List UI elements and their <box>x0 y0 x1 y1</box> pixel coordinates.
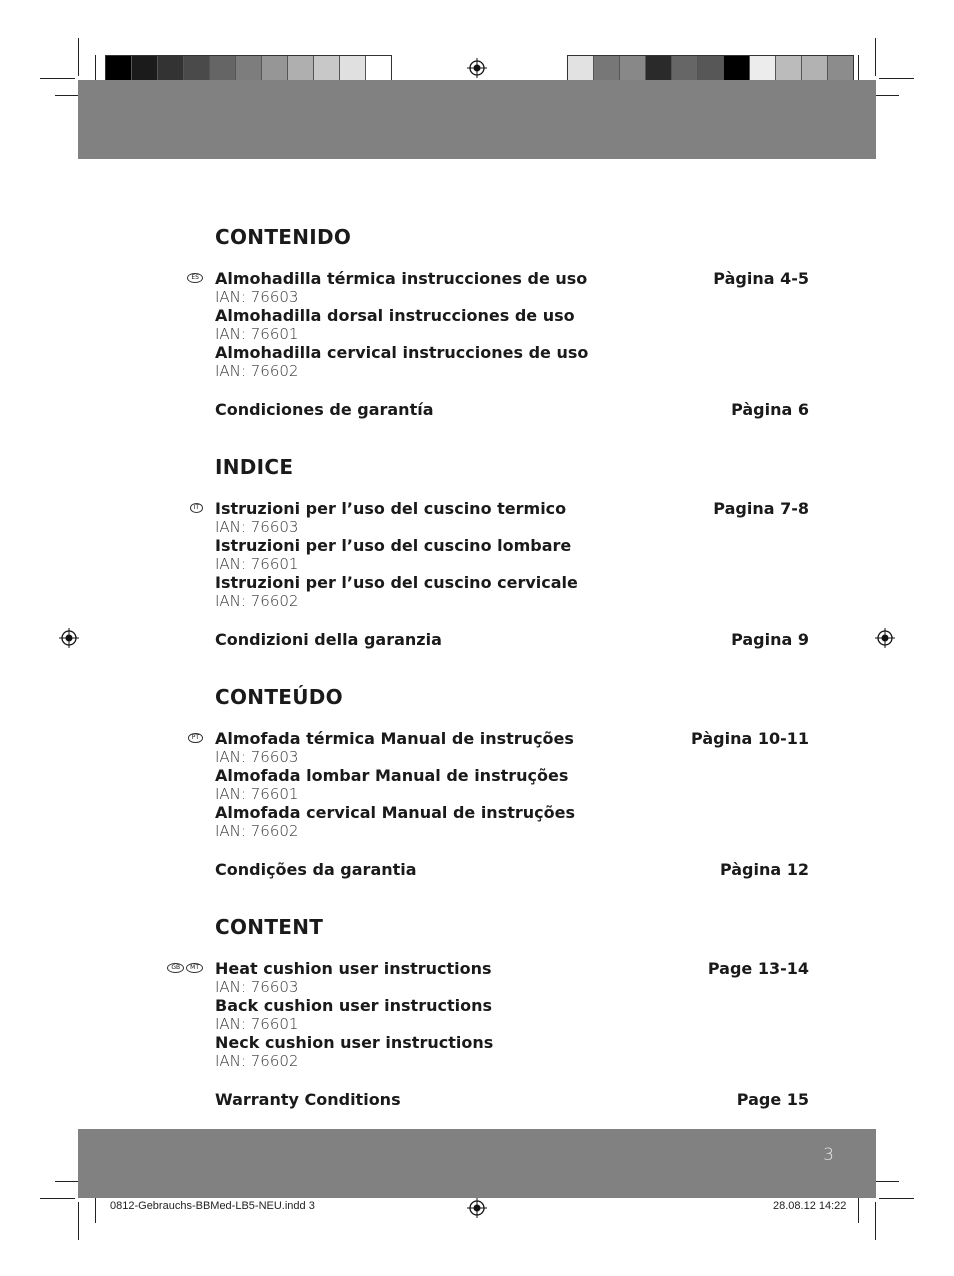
language-flags <box>167 963 203 973</box>
crop-mark <box>78 38 79 76</box>
entry-row <box>215 996 809 1015</box>
entry-ian: IAN: 76601 <box>215 785 299 803</box>
entry-list <box>193 499 809 649</box>
entry-ian: IAN: 76603 <box>215 288 299 306</box>
crop-mark <box>95 1198 96 1223</box>
header-band <box>78 80 876 159</box>
color-swatch <box>698 56 724 83</box>
entry-title[interactable]: Heat cushion user instructions <box>215 959 492 978</box>
color-swatch <box>802 56 828 83</box>
country-code-badge: MT <box>186 963 203 973</box>
color-swatch <box>288 56 314 83</box>
entry-title[interactable]: Istruzioni per l’uso del cuscino lombare <box>215 536 572 555</box>
entry-page[interactable]: Pàgina 4-5 <box>713 269 809 288</box>
toc-entry[interactable] <box>215 959 809 996</box>
entry-ian: IAN: 76602 <box>215 362 299 380</box>
warranty-title[interactable]: Warranty Conditions <box>215 1090 401 1109</box>
toc-entry[interactable] <box>215 803 809 840</box>
entry-title[interactable]: Almofada lombar Manual de instruções <box>215 766 569 785</box>
footer-filename: 0812-Gebrauchs-BBMed-LB5-NEU.indd 3 <box>110 1200 315 1212</box>
section-heading: INDICE <box>215 455 294 479</box>
crop-mark <box>55 1181 80 1182</box>
registration-mark-icon <box>875 628 895 648</box>
registration-mark-icon <box>467 58 487 78</box>
entry-row <box>215 536 809 555</box>
warranty-page[interactable]: Pagina 9 <box>731 630 809 649</box>
color-swatch <box>724 56 750 83</box>
toc-entry[interactable] <box>215 499 809 536</box>
country-code-badge: IT <box>190 503 203 513</box>
color-swatch <box>672 56 698 83</box>
entry-ian: IAN: 76601 <box>215 1015 299 1033</box>
entry-row <box>215 803 809 822</box>
entry-title[interactable]: Istruzioni per l’uso del cuscino cervicale <box>215 573 578 592</box>
color-swatch <box>236 56 262 83</box>
entry-title[interactable]: Almofada cervical Manual de instruções <box>215 803 575 822</box>
toc-entry[interactable] <box>215 269 809 306</box>
color-swatch <box>262 56 288 83</box>
table-of-contents <box>171 225 809 1109</box>
section-heading: CONTENIDO <box>215 225 352 249</box>
color-swatch <box>340 56 366 83</box>
toc-entry[interactable] <box>215 573 809 610</box>
color-swatch <box>594 56 620 83</box>
country-code-badge: PT <box>188 733 203 743</box>
toc-section <box>193 455 809 649</box>
warranty-title[interactable]: Condizioni della garanzia <box>215 630 442 649</box>
crop-mark <box>875 38 876 76</box>
color-swatch <box>158 56 184 83</box>
language-flags <box>190 503 203 513</box>
registration-mark-icon <box>467 1198 487 1218</box>
warranty-entry[interactable] <box>215 630 809 649</box>
entry-ian: IAN: 76601 <box>215 555 299 573</box>
entry-ian: IAN: 76602 <box>215 592 299 610</box>
color-swatch <box>106 56 132 83</box>
entry-title[interactable]: Almohadilla cervical instrucciones de uso <box>215 343 589 362</box>
entry-ian: IAN: 76603 <box>215 978 299 996</box>
crop-mark <box>874 1181 899 1182</box>
warranty-page[interactable]: Page 15 <box>736 1090 809 1109</box>
warranty-title[interactable]: Condições da garantia <box>215 860 417 879</box>
entry-row <box>215 766 809 785</box>
warranty-entry[interactable] <box>215 400 809 419</box>
entry-title[interactable]: Back cushion user instructions <box>215 996 492 1015</box>
entry-row <box>215 573 809 592</box>
toc-entry[interactable] <box>215 729 809 766</box>
toc-entry[interactable] <box>215 1033 809 1070</box>
color-swatch <box>366 56 391 83</box>
toc-entry[interactable] <box>215 766 809 803</box>
footer-band <box>78 1129 876 1198</box>
toc-entry[interactable] <box>215 536 809 573</box>
country-code-badge: ES <box>187 273 203 283</box>
crop-mark <box>875 1202 876 1240</box>
toc-section <box>191 685 809 879</box>
crop-mark <box>40 1198 75 1199</box>
entry-row <box>215 306 809 325</box>
entry-title[interactable]: Almohadilla térmica instrucciones de uso <box>215 269 588 288</box>
section-heading: CONTENT <box>215 915 324 939</box>
color-swatch <box>620 56 646 83</box>
crop-mark <box>879 78 914 79</box>
warranty-page[interactable]: Pàgina 12 <box>719 860 809 879</box>
toc-entry[interactable] <box>215 343 809 380</box>
entry-row <box>215 343 809 362</box>
entry-list <box>191 269 809 419</box>
color-swatch <box>568 56 594 83</box>
color-swatch <box>314 56 340 83</box>
crop-mark <box>858 55 859 80</box>
toc-entry[interactable] <box>215 996 809 1033</box>
entry-ian: IAN: 76601 <box>215 325 299 343</box>
country-code-badge: GB <box>167 963 184 973</box>
entry-list <box>191 729 809 879</box>
color-swatch <box>828 56 853 83</box>
color-swatch <box>646 56 672 83</box>
entry-list <box>171 959 809 1109</box>
registration-mark-icon <box>59 628 79 648</box>
crop-mark <box>40 78 75 79</box>
entry-title[interactable]: Almohadilla dorsal instrucciones de uso <box>215 306 575 325</box>
entry-row <box>215 1033 809 1052</box>
language-flags <box>188 733 203 743</box>
footer-timestamp: 28.08.12 14:22 <box>773 1200 847 1212</box>
entry-page[interactable]: Page 13-14 <box>707 959 809 978</box>
entry-ian: IAN: 76603 <box>215 518 299 536</box>
warranty-page[interactable]: Pàgina 6 <box>731 400 809 419</box>
crop-mark <box>874 95 899 96</box>
entry-page[interactable]: Pàgina 10-11 <box>691 729 809 748</box>
toc-entry[interactable] <box>215 306 809 343</box>
entry-row <box>215 729 809 748</box>
entry-title[interactable]: Neck cushion user instructions <box>215 1033 494 1052</box>
color-swatch <box>184 56 210 83</box>
color-swatch <box>776 56 802 83</box>
entry-row <box>215 499 809 518</box>
entry-row <box>215 269 809 288</box>
color-swatch <box>750 56 776 83</box>
toc-section <box>171 915 809 1109</box>
crop-mark <box>879 1198 914 1199</box>
entry-ian: IAN: 76603 <box>215 748 299 766</box>
color-swatch <box>210 56 236 83</box>
entry-row <box>215 959 809 978</box>
section-heading: CONTEÚDO <box>215 685 343 709</box>
entry-title[interactable]: Istruzioni per l’uso del cuscino termico <box>215 499 567 518</box>
entry-title[interactable]: Almofada térmica Manual de instruções <box>215 729 574 748</box>
entry-ian: IAN: 76602 <box>215 1052 299 1070</box>
color-swatch <box>132 56 158 83</box>
page-number: 3 <box>823 1145 834 1165</box>
crop-mark <box>95 55 96 80</box>
language-flags <box>187 273 203 283</box>
warranty-entry[interactable] <box>215 1090 809 1109</box>
warranty-title[interactable]: Condiciones de garantía <box>215 400 434 419</box>
toc-section <box>191 225 809 419</box>
entry-page[interactable]: Pagina 7-8 <box>713 499 809 518</box>
crop-mark <box>78 1202 79 1240</box>
entry-ian: IAN: 76602 <box>215 822 299 840</box>
crop-mark <box>55 95 80 96</box>
crop-mark <box>858 1198 859 1223</box>
warranty-entry[interactable] <box>215 860 809 879</box>
